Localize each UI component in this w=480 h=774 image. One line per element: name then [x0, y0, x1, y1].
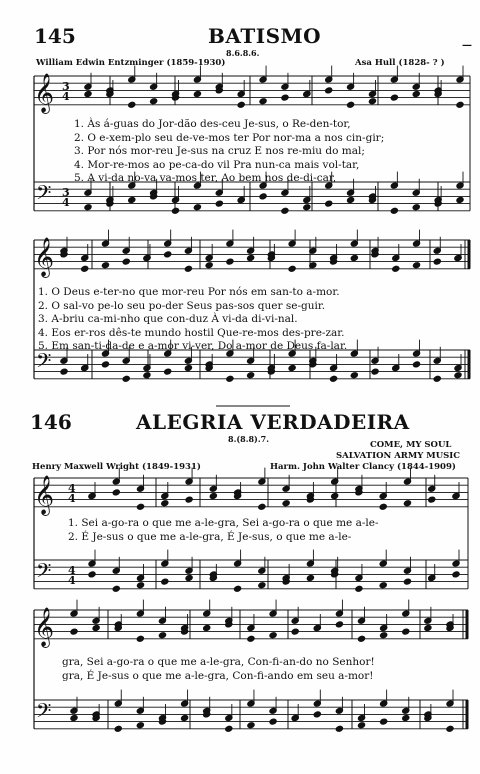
notehead — [454, 372, 462, 379]
notehead — [185, 574, 193, 581]
notehead — [247, 254, 255, 261]
lyric-line: gra, É Je-sus o que me a-le-gra, Con-fi-ando em seu a-mor! — [62, 669, 374, 682]
notehead — [347, 196, 355, 203]
lyric-line: 1. Sei a-go-ra o que me a-le-gra, Sei a-go-ra o que me a-le- — [68, 517, 379, 529]
notehead — [392, 364, 400, 371]
notehead — [456, 101, 464, 108]
notehead — [203, 624, 211, 631]
notehead — [185, 496, 193, 503]
time-signature-top: 4 — [68, 482, 76, 495]
notehead — [350, 254, 358, 261]
notehead — [184, 364, 192, 371]
notehead — [226, 375, 234, 382]
bass-clef: 𝄢 — [36, 559, 52, 587]
notehead — [259, 98, 267, 105]
lyric-line: 1. Às á-guas do Jor-dão des-ceu Je-sus, o Re-den-tor, — [74, 118, 351, 130]
notehead — [269, 632, 277, 639]
notehead — [247, 722, 255, 729]
notehead — [291, 714, 299, 721]
treble-clef: 𝄞 — [34, 237, 55, 277]
notehead — [403, 578, 411, 585]
notehead — [164, 251, 172, 258]
notehead — [161, 500, 169, 507]
notehead — [258, 582, 266, 589]
notehead — [357, 635, 365, 642]
harmonizer-credit: Harm. John Walter Clancy (1844-1909) — [270, 462, 456, 472]
final-barline-thick — [468, 350, 471, 379]
notehead — [215, 200, 223, 207]
notehead — [379, 582, 387, 589]
treble-clef: 𝄞 — [34, 607, 55, 647]
bass-clef: 𝄢 — [36, 699, 52, 727]
composer-credit: Asa Hull (1828- ? ) — [355, 58, 445, 68]
notehead — [424, 624, 432, 631]
lyric-line: 5. A vi-da no-va va-mos ter, Ao bem nos de-di-car, — [74, 172, 337, 184]
notehead — [325, 87, 333, 94]
notehead — [403, 500, 411, 507]
stanza-block — [74, 118, 384, 186]
notehead — [288, 265, 296, 272]
lyric-line: 1. O Deus e-ter-no que mor-reu Por nós em san-to a-mor. — [38, 286, 340, 298]
notehead — [412, 204, 420, 211]
notehead — [84, 204, 92, 211]
notehead — [234, 585, 242, 592]
notehead — [158, 632, 166, 639]
notehead — [209, 492, 217, 499]
notehead — [454, 254, 462, 261]
notehead — [335, 621, 343, 628]
lyricist-credit: Henry Maxwell Wright (1849-1931) — [32, 462, 201, 472]
notehead — [258, 503, 266, 510]
time-signature-top: 3 — [62, 186, 70, 199]
notehead — [303, 90, 311, 97]
notehead — [143, 254, 151, 261]
notehead — [368, 98, 376, 105]
notehead — [101, 262, 109, 269]
notehead — [143, 372, 151, 379]
notehead — [282, 500, 290, 507]
notehead — [331, 492, 339, 499]
tune-source: SALVATION ARMY MUSIC — [336, 451, 460, 461]
notehead — [193, 204, 201, 211]
hymn-title: BATISMO — [208, 24, 322, 48]
notehead — [128, 196, 136, 203]
notehead — [60, 368, 68, 375]
notehead — [428, 496, 436, 503]
notehead — [226, 258, 234, 265]
hymn-number: 146 — [30, 410, 72, 434]
notehead — [412, 90, 420, 97]
notehead — [184, 265, 192, 272]
notehead — [92, 624, 100, 631]
tune-name: COME, MY SOUL — [370, 440, 452, 450]
notehead — [412, 262, 420, 269]
lyric-line: 2. O e-xem-plo seu de-ve-mos ter Por nor-ma a nos cin-gir; — [74, 131, 385, 144]
notehead — [112, 489, 120, 496]
notehead — [122, 258, 130, 265]
notehead — [330, 375, 338, 382]
notehead — [247, 635, 255, 642]
notehead — [128, 101, 136, 108]
time-signature-top: 4 — [68, 564, 76, 577]
bass-clef: 𝄢 — [36, 349, 52, 377]
hymn-title: ALEGRIA VERDADEIRA — [136, 410, 410, 434]
notehead — [136, 722, 144, 729]
notehead — [350, 372, 358, 379]
lyric-line: 3. A-briu ca-mi-nho que con-duz À vi-da di-vi-nal. — [38, 313, 298, 325]
stanza-block — [62, 656, 375, 683]
time-signature-bottom: 4 — [62, 90, 70, 103]
lyric-line: 4. Eos er-ros dês-te mundo hostil Que-re-mos des-pre-zar. — [38, 326, 345, 339]
notehead — [379, 503, 387, 510]
notehead — [446, 725, 454, 732]
lyric-line: gra, Sei a-go-ra o que me a-le-gra, Con-fi-an-do no Senhor! — [62, 656, 375, 668]
notehead — [306, 574, 314, 581]
notehead — [281, 207, 289, 214]
notehead — [335, 725, 343, 732]
lyricist-credit: William Edwin Entzminger (1859-1930) — [36, 58, 226, 68]
notehead — [88, 571, 96, 578]
notehead — [291, 628, 299, 635]
notehead — [357, 722, 365, 729]
notehead — [390, 94, 398, 101]
notehead — [380, 718, 388, 725]
notehead — [452, 492, 460, 499]
final-barline-thick — [468, 240, 471, 269]
notehead — [347, 101, 355, 108]
notehead — [164, 368, 172, 375]
notehead — [433, 375, 441, 382]
notehead — [84, 90, 92, 97]
time-signature-bottom: 4 — [68, 492, 76, 505]
notehead — [150, 98, 158, 105]
margin-mark: — — [462, 40, 472, 51]
lyric-line: 3. Por nós mor-reu Je-sus na cruz E nos re-miu do mal; — [74, 145, 365, 157]
notehead — [193, 90, 201, 97]
final-barline-thick — [466, 700, 469, 729]
notehead — [380, 632, 388, 639]
notehead — [181, 714, 189, 721]
notehead — [371, 368, 379, 375]
notehead — [456, 196, 464, 203]
notehead — [114, 725, 122, 732]
notehead — [88, 492, 96, 499]
lyric-line: 4. Mor-re-mos ao pe-ca-do vil Pra nun-ca mais vol-tar, — [74, 158, 360, 171]
notehead — [269, 718, 277, 725]
meter-label: 8.6.8.6. — [226, 48, 260, 58]
lyric-line: 2. O sal-vo pe-lo seu po-der Seus pas-sos quer se-guir. — [38, 299, 326, 312]
stanza-block — [68, 517, 379, 544]
notehead — [313, 711, 321, 718]
notehead — [225, 725, 233, 732]
notehead — [161, 578, 169, 585]
notehead — [390, 207, 398, 214]
notehead — [325, 200, 333, 207]
notehead — [313, 624, 321, 631]
bass-clef: 𝄢 — [36, 181, 52, 209]
stanza-block — [38, 286, 347, 354]
notehead — [112, 585, 120, 592]
lyric-line: 5. Em san-ti-da-de e a-mor vi-ver, Do a-mor de Deus fa-lar. — [38, 340, 348, 352]
notehead — [281, 94, 289, 101]
notehead — [101, 361, 109, 368]
notehead — [303, 204, 311, 211]
notehead — [81, 364, 89, 371]
notehead — [70, 714, 78, 721]
notehead — [392, 265, 400, 272]
hymn-number: 145 — [34, 24, 76, 48]
notehead — [70, 628, 78, 635]
notehead — [205, 262, 213, 269]
notehead — [428, 574, 436, 581]
notehead — [237, 101, 245, 108]
notehead — [247, 372, 255, 379]
time-signature-bottom: 4 — [62, 196, 70, 209]
notehead — [259, 193, 267, 200]
notehead — [433, 258, 441, 265]
notehead — [136, 635, 144, 642]
notehead — [171, 207, 179, 214]
notehead — [402, 714, 410, 721]
lyric-line: 2. É Je-sus o que me a-le-gra, É Je-sus, o que me a-le- — [68, 530, 352, 543]
notehead — [122, 375, 130, 382]
treble-clef: 𝄞 — [34, 475, 55, 515]
notehead — [136, 582, 144, 589]
time-signature-bottom: 4 — [68, 574, 76, 587]
treble-clef: 𝄞 — [34, 73, 55, 113]
meter-label: 8.(8.8).7. — [228, 434, 269, 444]
notehead — [355, 585, 363, 592]
notehead — [81, 265, 89, 272]
notehead — [136, 503, 144, 510]
notehead — [452, 571, 460, 578]
time-signature-top: 3 — [62, 80, 70, 93]
notehead — [402, 628, 410, 635]
final-barline-thick — [466, 610, 469, 639]
notehead — [412, 361, 420, 368]
notehead — [288, 364, 296, 371]
notehead — [237, 196, 245, 203]
